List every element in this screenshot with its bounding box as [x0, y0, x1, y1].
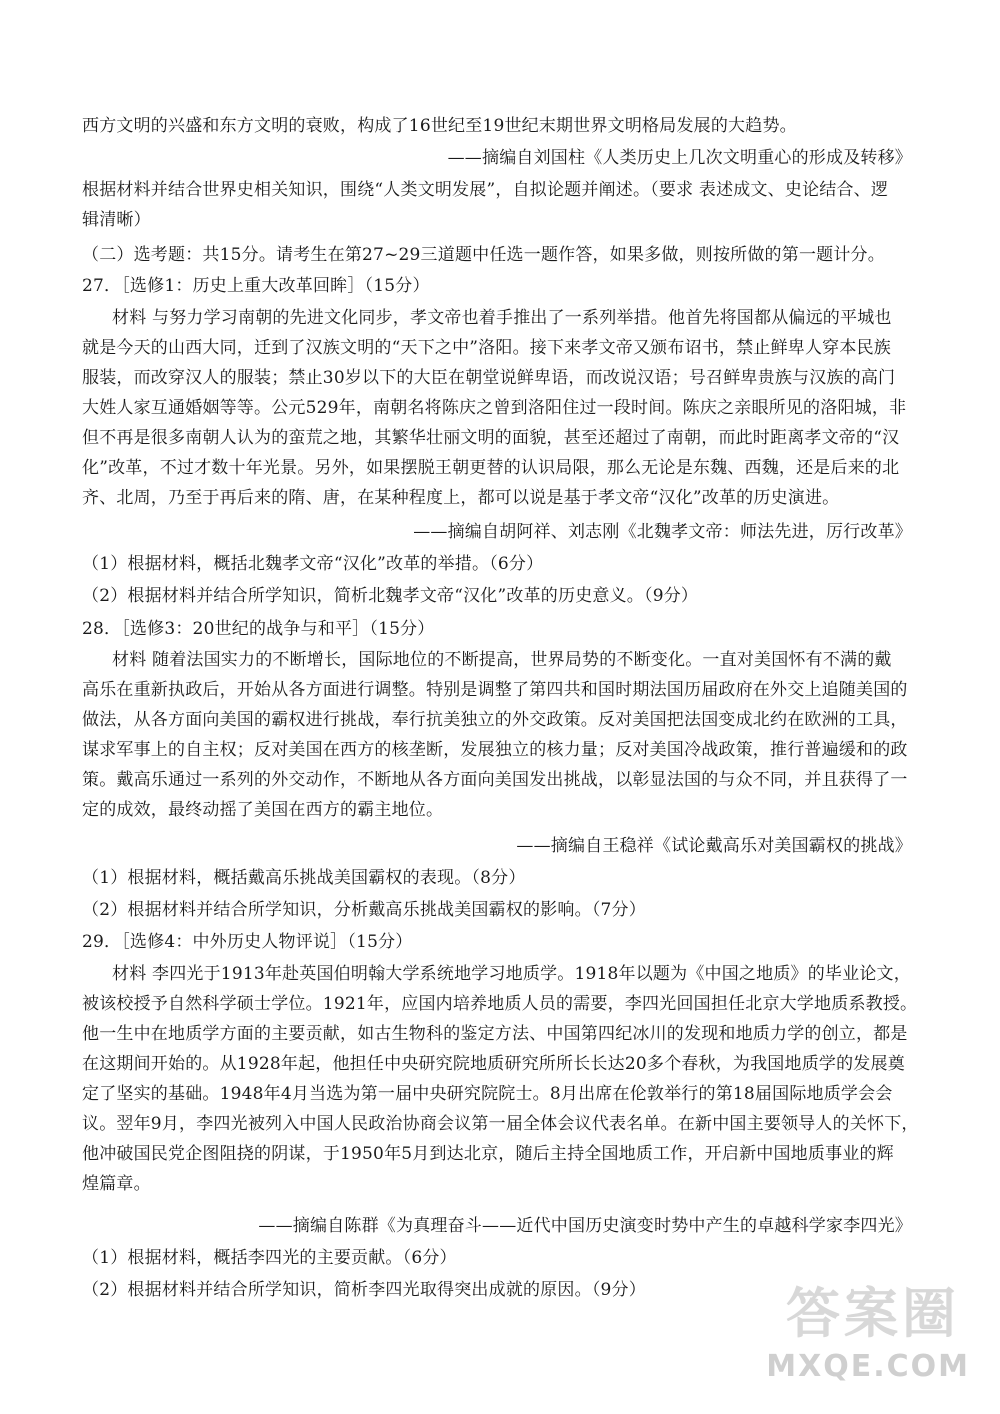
intro-source: ——摘编自刘国柱《人类历史上几次文明重心的形成及转移》 — [447, 148, 912, 168]
intro-prompt-line1: 根据材料并结合世界史相关知识，围绕“人类文明发展”，自拟论题并阐述。（要求 表述成文、史论结合、逻 — [82, 180, 889, 200]
q27-line: 大姓人家互通婚姻等等。公元529年，南朝名将陈庆之曾到洛阳住过一段时间。陈庆之亲眼所见的洛阳城，非 — [82, 398, 907, 418]
watermark-logo: 答案圈 — [786, 1282, 960, 1345]
q28-title: 28．［选修3：20世纪的战争与和平］（15分） — [82, 619, 435, 639]
intro-prompt-line2: 辑清晰） — [82, 210, 151, 230]
q27-sub1: （1）根据材料，概括北魏孝文帝“汉化”改革的举措。（6分） — [82, 554, 544, 574]
q27-line: 齐、北周，乃至于再后来的隋、唐，在某种程度上，都可以说是基于孝文帝“汉化”改革的历史演进。 — [82, 488, 840, 508]
q27-sub2: （2）根据材料并结合所学知识，简析北魏孝文帝“汉化”改革的历史意义。（9分） — [82, 586, 699, 606]
q29-line: 他冲破国民党企图阻挠的阴谋，于1950年5月到达北京，随后主持全国地质工作，开启新中国地质事业的辉 — [82, 1144, 894, 1164]
q28-source: ——摘编自王稳祥《试论戴高乐对美国霸权的挑战》 — [516, 836, 912, 856]
q27-line: 材料 与努力学习南朝的先进文化同步，孝文帝也着手推出了一系列举措。他首先将国都从偏远的平城也 — [112, 308, 892, 328]
watermark-site: MXQE.COM — [766, 1349, 970, 1384]
q29-sub1: （1）根据材料，概括李四光的主要贡献。（6分） — [82, 1248, 457, 1268]
q29-title: 29．［选修4：中外历史人物评说］（15分） — [82, 932, 413, 952]
q27-line: 但不再是很多南朝人认为的蛮荒之地，其繁华壮丽文明的面貌，甚至还超过了南朝，而此时距离孝文帝的“汉 — [82, 428, 900, 448]
q27-line: 服装，而改穿汉人的服装；禁止30岁以下的大臣在朝堂说鲜卑语，而改说汉语；号召鲜卑贵族与汉族的高门 — [82, 368, 896, 388]
q28-line: 谋求军事上的自主权；反对美国在西方的核垄断，发展独立的核力量；反对美国冷战政策，推行普遍缓和的政 — [82, 740, 908, 760]
q29-sub2: （2）根据材料并结合所学知识，简析李四光取得突出成就的原因。（9分） — [82, 1280, 646, 1300]
q27-line: 化”改革，不过才数十年光景。另外，如果摆脱王朝更替的认识局限，那么无论是东魏、西魏，还是后来的北 — [82, 458, 900, 478]
intro-last-line: 西方文明的兴盛和东方文明的衰败，构成了16世纪至19世纪末期世界文明格局发展的大趋势。 — [82, 116, 797, 136]
q29-line: 他一生中在地质学方面的主要贡献，如古生物科的鉴定方法、中国第四纪冰川的发现和地质力学的创立，都是 — [82, 1024, 908, 1044]
q29-line: 材料 李四光于1913年赴英国伯明翰大学系统地学习地质学。1918年以题为《中国之地质》的毕业论文， — [112, 964, 911, 984]
q29-line: 在这期间开始的。从1928年起，他担任中央研究院地质研究所所长长达20多个春秋，为我国地质学的发展奠 — [82, 1054, 905, 1074]
q28-line: 材料 随着法国实力的不断增长，国际地位的不断提高，世界局势的不断变化。一直对美国怀有不满的戴 — [112, 650, 892, 670]
q28-line: 策。戴高乐通过一系列的外交动作，不断地从各方面向美国发出挑战，以彰显法国的与众不同，并且获得了一 — [82, 770, 908, 790]
q27-title: 27．［选修1：历史上重大改革回眸］（15分） — [82, 276, 430, 296]
q28-sub1: （1）根据材料，概括戴高乐挑战美国霸权的表现。（8分） — [82, 868, 526, 888]
q29-line: 议。翌年9月，李四光被列入中国人民政治协商会议第一届全体会议代表名单。在新中国主要领导人的关怀下， — [82, 1114, 919, 1134]
q27-source: ——摘编自胡阿祥、刘志刚《北魏孝文帝：师法先进，厉行改革》 — [413, 522, 912, 542]
q29-line: 煌篇章。 — [82, 1174, 151, 1194]
q29-line: 被该校授予自然科学硕士学位。1921年，应国内培养地质人员的需要，李四光回国担任北京大学地质系教授。 — [82, 994, 918, 1014]
section2-heading: （二）选考题：共15分。请考生在第27~29三道题中任选一题作答，如果多做，则按所做的第一题计分。 — [82, 245, 885, 265]
q27-line: 就是今天的山西大同，迁到了汉族文明的“天下之中”洛阳。接下来孝文帝又颁布诏书，禁止鲜卑人穿本民族 — [82, 338, 891, 358]
q29-source: ——摘编自陈群《为真理奋斗——近代中国历史演变时势中产生的卓越科学家李四光》 — [258, 1216, 912, 1236]
q28-line: 高乐在重新执政后，开始从各方面进行调整。特别是调整了第四共和国时期法国历届政府在外交上追随美国的 — [82, 680, 908, 700]
q28-sub2: （2）根据材料并结合所学知识，分析戴高乐挑战美国霸权的影响。（7分） — [82, 900, 646, 920]
q28-line: 做法，从各方面向美国的霸权进行挑战，奉行抗美独立的外交政策。反对美国把法国变成北约在欧洲的工具， — [82, 710, 908, 730]
q28-line: 定的成效，最终动摇了美国在西方的霸主地位。 — [82, 800, 444, 820]
q29-line: 定了坚实的基础。1948年4月当选为第一届中央研究院院士。8月出席在伦敦举行的第18届国际地质学会会 — [82, 1084, 893, 1104]
